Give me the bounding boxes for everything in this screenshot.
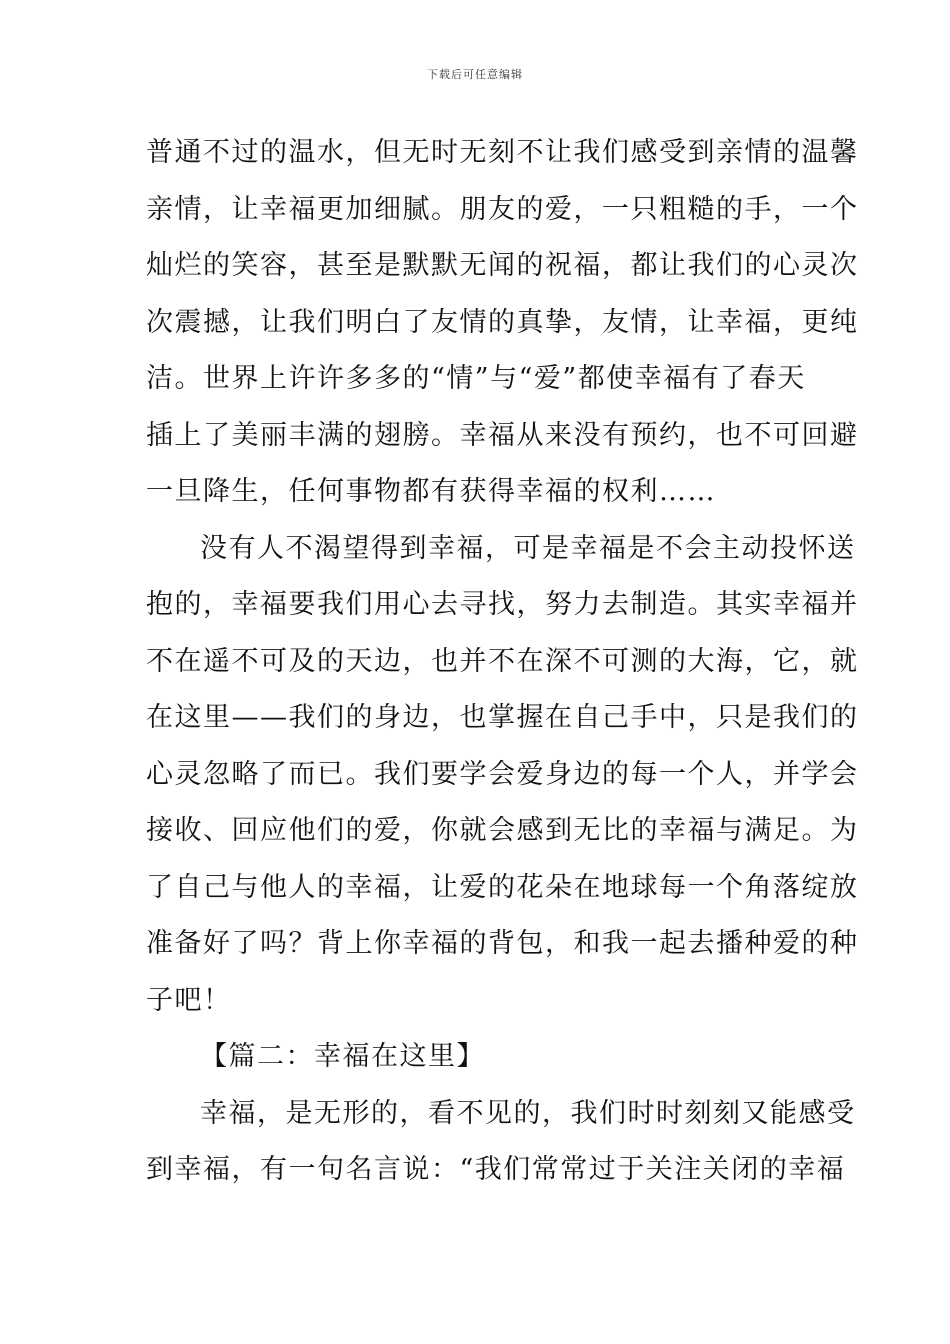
- text-line: 抱的，幸福要我们用心去寻找，努力去制造。其实幸福并: [146, 589, 859, 620]
- text-line: 不在遥不可及的天边，也并不在深不可测的大海，它，就: [146, 645, 859, 677]
- section-heading: 【篇二：幸福在这里】: [200, 1041, 485, 1072]
- text-line: 准备好了吗？背上你幸福的背包，和我一起去播种爱的种: [146, 928, 859, 959]
- text-line: 到幸福，有一句名言说：“我们常常过于关注关闭的幸福: [146, 1154, 846, 1185]
- text-line: 了自己与他人的幸福，让爱的花朵在地球每一个角落绽放: [146, 871, 859, 903]
- text-line: 子吧！: [146, 984, 232, 1016]
- paragraph-first-line: 幸福，是无形的，看不见的，我们时时刻刻又能感受: [200, 1097, 856, 1129]
- page-header-note: 下载后可任意编辑: [427, 68, 523, 81]
- text-line: 心灵忽略了而已。我们要学会爱身边的每一个人，并学会: [146, 758, 859, 790]
- document-body: [146, 125, 859, 1199]
- text-line: 在这里——我们的身边，也掌握在自己手中，只是我们的: [146, 702, 859, 733]
- text-line: 接收、回应他们的爱，你就会感到无比的幸福与满足。为: [146, 815, 859, 846]
- text-line: 亲情，让幸福更加细腻。朋友的爱，一只粗糙的手，一个: [146, 193, 859, 225]
- paragraph-first-line: 没有人不渴望得到幸福，可是幸福是不会主动投怀送: [200, 532, 856, 564]
- text-line: 一旦降生，任何事物都有获得幸福的权利……: [146, 476, 716, 507]
- text-line: 插上了美丽丰满的翅膀。幸福从来没有预约，也不可回避: [146, 419, 859, 451]
- text-line: 普通不过的温水，但无时无刻不让我们感受到亲情的温馨: [146, 137, 859, 168]
- text-line: 灿烂的笑容，甚至是默默无闻的祝福，都让我们的心灵次: [146, 250, 859, 281]
- text-line: 次震撼，让我们明白了友情的真挚，友情，让幸福，更纯: [146, 306, 859, 338]
- text-line: 洁。世界上许许多多的“情”与“爱”都使幸福有了春天: [146, 363, 806, 394]
